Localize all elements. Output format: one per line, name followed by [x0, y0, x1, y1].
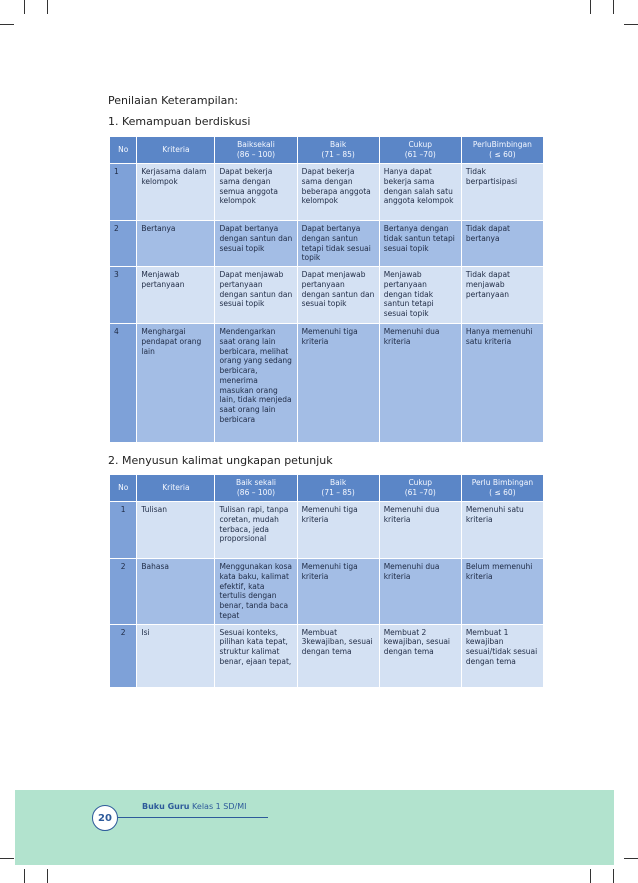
- table-row: [110, 502, 543, 558]
- header-criteria: Kriteria: [137, 475, 214, 501]
- crop-mark: [624, 24, 638, 25]
- cell-criteria: Menjawab pertanyaan: [137, 267, 214, 323]
- cell-no: 2: [110, 221, 136, 266]
- header-very-good: Baik sekali (86 – 100): [215, 475, 296, 501]
- cell-good: Memenuhi tiga kriteria: [298, 324, 379, 442]
- cell-very-good: Menggunakan kosa kata baku, kalimat efektif, kata tertulis dengan benar, tanda baca tepat: [215, 559, 296, 624]
- cell-needs-guidance: Membuat 1 kewajiban sesuai/tidak sesuai dengan tema: [462, 625, 543, 687]
- cell-fair: Memenuhi dua kriteria: [380, 559, 461, 624]
- cell-criteria: Isi: [137, 625, 214, 687]
- table-header-row: [110, 137, 543, 163]
- discussion-rubric-table: [109, 136, 544, 443]
- cell-good: Membuat 3kewajiban, sesuai dengan tema: [298, 625, 379, 687]
- cell-fair: Memenuhi dua kriteria: [380, 324, 461, 442]
- cell-criteria: Tulisan: [137, 502, 214, 558]
- crop-mark: [613, 869, 614, 883]
- cell-needs-guidance: Hanya memenuhi satu kriteria: [462, 324, 543, 442]
- crop-mark: [47, 0, 48, 14]
- cell-no: 2: [110, 625, 136, 687]
- crop-mark: [0, 858, 14, 859]
- cell-good: Dapat menjawab pertanyaan dengan santun dan sesuai topik: [298, 267, 379, 323]
- crop-mark: [24, 869, 25, 883]
- footer-class-label: Kelas 1 SD/MI: [189, 802, 247, 811]
- cell-no: 2: [110, 559, 136, 624]
- cell-very-good: Dapat bekerja sama dengan semua anggota kelompok: [215, 164, 296, 220]
- cell-needs-guidance: Tidak berpartisipasi: [462, 164, 543, 220]
- cell-good: Dapat bekerja sama dengan beberapa anggota kelompok: [298, 164, 379, 220]
- footer-book-info: [142, 802, 246, 811]
- section2-title: 2. Menyusun kalimat ungkapan petunjuk: [108, 454, 333, 467]
- header-criteria: Kriteria: [137, 137, 214, 163]
- cell-fair: Hanya dapat bekerja sama dengan salah satu anggota kelompok: [380, 164, 461, 220]
- section1-title: 1. Kemampuan berdiskusi: [108, 115, 251, 128]
- header-needs-guidance: PerluBimbingan ( ≤ 60): [462, 137, 543, 163]
- page-number: 20: [92, 805, 118, 831]
- header-good: Baik (71 – 85): [298, 137, 379, 163]
- crop-mark: [0, 24, 14, 25]
- cell-needs-guidance: Tidak dapat bertanya: [462, 221, 543, 266]
- header-no: No: [110, 475, 136, 501]
- cell-no: 4: [110, 324, 136, 442]
- header-needs-guidance: Perlu Bimbingan ( ≤ 60): [462, 475, 543, 501]
- cell-no: 3: [110, 267, 136, 323]
- cell-no: 1: [110, 164, 136, 220]
- crop-mark: [624, 858, 638, 859]
- cell-fair: Memenuhi dua kriteria: [380, 502, 461, 558]
- cell-fair: Membuat 2 kewajiban, sesuai dengan tema: [380, 625, 461, 687]
- cell-criteria: Kerjasama dalam kelompok: [137, 164, 214, 220]
- cell-very-good: Mendengarkan saat orang lain berbicara, melihat orang yang sedang berbicara, menerima masukan orang lain, tidak menjeda saat orang lain berbicara: [215, 324, 296, 442]
- header-no: No: [110, 137, 136, 163]
- crop-mark: [47, 869, 48, 883]
- cell-criteria: Bahasa: [137, 559, 214, 624]
- crop-mark: [590, 0, 591, 14]
- cell-criteria: Menghargai pendapat orang lain: [137, 324, 214, 442]
- footer-divider: [118, 817, 268, 818]
- cell-no: 1: [110, 502, 136, 558]
- header-fair: Cukup (61 –70): [380, 475, 461, 501]
- table-row: [110, 559, 543, 624]
- page-title: Penilaian Keterampilan:: [108, 94, 239, 107]
- cell-fair: Menjawab pertanyaan dengan tidak santun tetapi sesuai topik: [380, 267, 461, 323]
- cell-very-good: Sesuai konteks, pilihan kata tepat, struktur kalimat benar, ejaan tepat,: [215, 625, 296, 687]
- table-row: [110, 164, 543, 220]
- cell-fair: Bertanya dengan tidak santun tetapi sesuai topik: [380, 221, 461, 266]
- table-row: [110, 324, 543, 442]
- cell-needs-guidance: Tidak dapat menjawab pertanyaan: [462, 267, 543, 323]
- header-fair: Cukup (61 –70): [380, 137, 461, 163]
- cell-good: Dapat bertanya dengan santun tetapi tidak sesuai topik: [298, 221, 379, 266]
- table-header-row: [110, 475, 543, 501]
- header-good: Baik (71 – 85): [298, 475, 379, 501]
- crop-mark: [590, 869, 591, 883]
- table-row: [110, 625, 543, 687]
- cell-good: Memenuhi tiga kriteria: [298, 559, 379, 624]
- cell-very-good: Dapat bertanya dengan santun dan sesuai topik: [215, 221, 296, 266]
- cell-needs-guidance: Memenuhi satu kriteria: [462, 502, 543, 558]
- header-very-good: Baiksekali (86 – 100): [215, 137, 296, 163]
- table-row: [110, 221, 543, 266]
- crop-mark: [24, 0, 25, 14]
- cell-needs-guidance: Belum memenuhi kriteria: [462, 559, 543, 624]
- cell-good: Memenuhi tiga kriteria: [298, 502, 379, 558]
- crop-mark: [613, 0, 614, 14]
- table-row: [110, 267, 543, 323]
- sentence-rubric-table: [109, 474, 544, 688]
- cell-very-good: Dapat menjawab pertanyaan dengan santun dan sesuai topik: [215, 267, 296, 323]
- cell-criteria: Bertanya: [137, 221, 214, 266]
- cell-very-good: Tulisan rapi, tanpa coretan, mudah terbaca, jeda proporsional: [215, 502, 296, 558]
- footer-book-title: Buku Guru: [142, 802, 190, 811]
